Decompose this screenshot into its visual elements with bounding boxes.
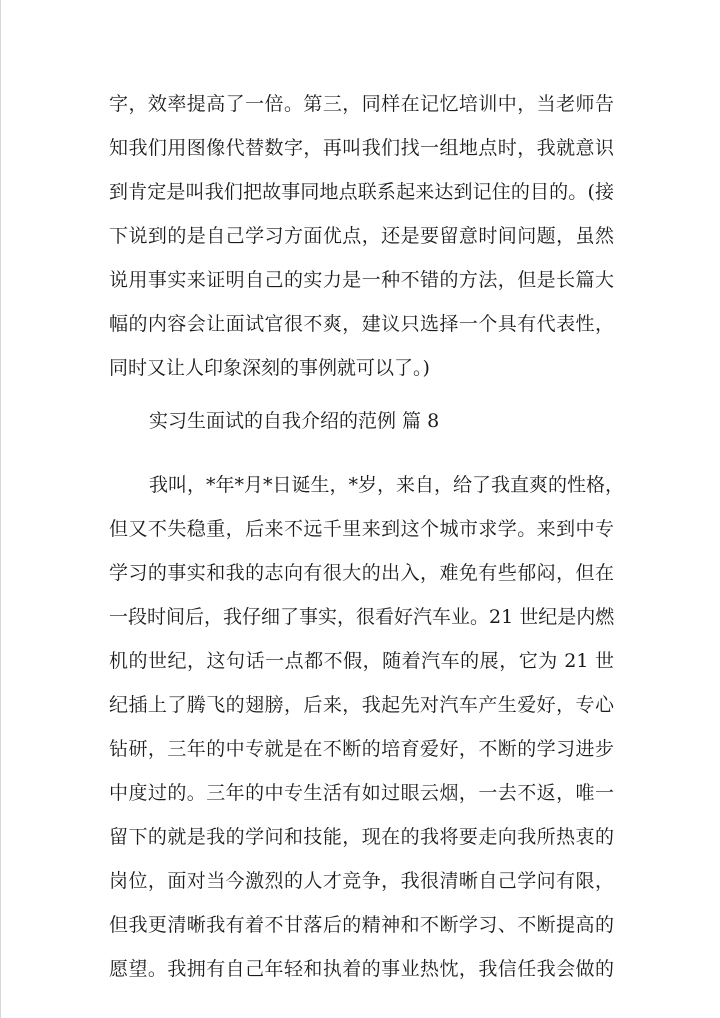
text-line: 岗位，面对当今激烈的人才竞争，我很清晰自己学问有限， <box>109 870 614 892</box>
text-line: 字，效率提高了一倍。第三，同样在记忆培训中，当老师告 <box>109 93 614 115</box>
text-line: 中度过的。三年的中专生活有如过眼云烟，一去不返，唯一 <box>109 782 614 804</box>
text-line: 知我们用图像代替数字，再叫我们找一组地点时，我就意识 <box>109 137 614 159</box>
text-line: 下说到的是自己学习方面优点，还是要留意时间问题，虽然 <box>109 225 614 247</box>
section-heading: 实习生面试的自我介绍的范例 篇 8 <box>149 410 440 432</box>
text-line: 一段时间后，我仔细了事实，很看好汽车业。21 世纪是内燃 <box>109 606 615 628</box>
text-line: 留下的就是我的学问和技能，现在的我将要走向我所热衷的 <box>109 826 614 848</box>
text-line: 说用事实来证明自己的实力是一种不错的方法，但是长篇大 <box>109 269 614 291</box>
text-line: 我叫，*年*月*日诞生，*岁，来自，给了我直爽的性格， <box>149 474 625 496</box>
text-line: 学习的事实和我的志向有很大的出入，难免有些郁闷，但在 <box>109 562 614 584</box>
text-line: 但我更清晰我有着不甘落后的精神和不断学习、不断提高的 <box>109 914 614 936</box>
text-line: 愿望。我拥有自己年轻和执着的事业热忱，我信任我会做的 <box>109 958 614 980</box>
text-line: 到肯定是叫我们把故事同地点联系起来达到记住的目的。(接 <box>109 181 614 203</box>
text-line: 同时又让人印象深刻的事例就可以了。) <box>109 357 430 379</box>
text-line: 机的世纪，这句话一点都不假，随着汽车的展，它为 21 世 <box>109 650 614 672</box>
text-line: 但又不失稳重，后来不远千里来到这个城市求学。来到中专 <box>109 518 614 540</box>
text-line: 纪插上了腾飞的翅膀，后来，我起先对汽车产生爱好，专心 <box>109 694 614 716</box>
text-line: 幅的内容会让面试官很不爽，建议只选择一个具有代表性， <box>109 313 614 335</box>
text-line: 钻研，三年的中专就是在不断的培育爱好，不断的学习进步 <box>109 738 614 760</box>
